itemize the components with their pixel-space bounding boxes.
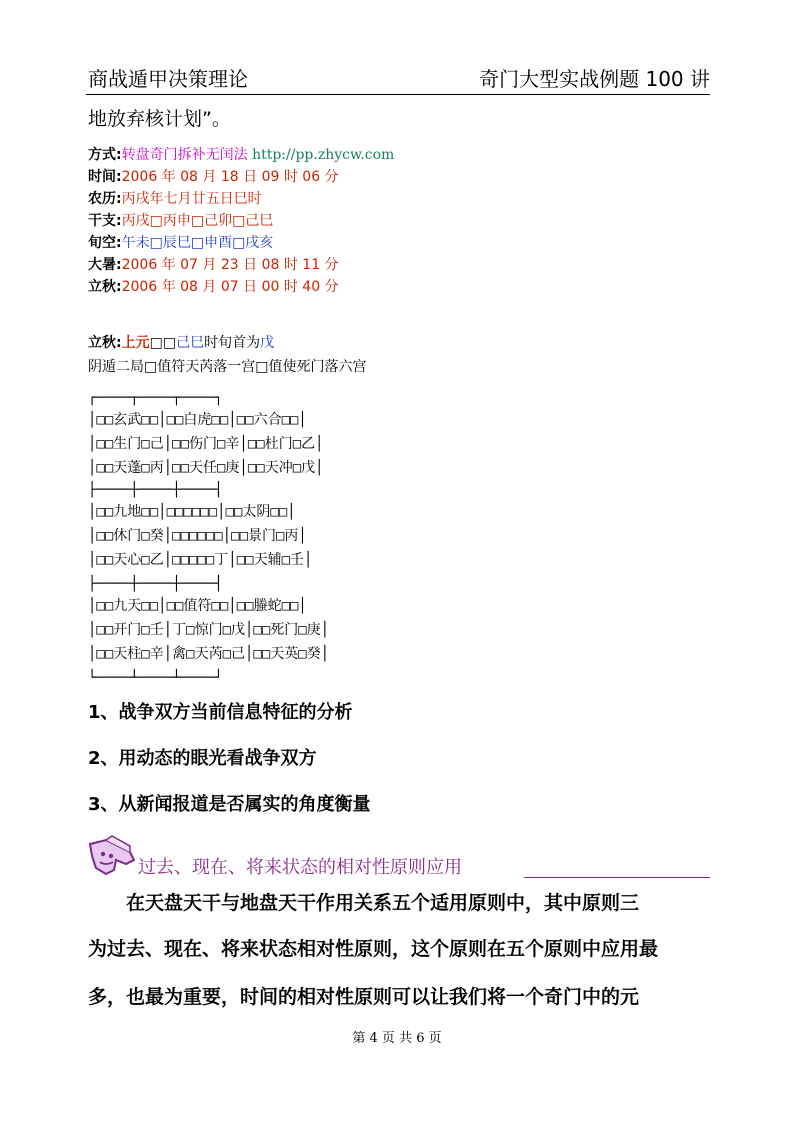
info-lunar-value: 丙戌年七月廿五日巳时: [121, 191, 262, 207]
info-lunar-label: 农历:: [88, 191, 122, 207]
term-hour: 己巳: [176, 335, 205, 351]
grid-line-12: └────┴────┴────┘: [88, 670, 223, 686]
info-liqiu: [88, 276, 339, 298]
info-time-label: 时间:: [88, 169, 122, 185]
ju-line: 阴遁二局□值符天芮落一宫□值使死门落六宫: [88, 359, 367, 375]
grid-line-3: │□□天蓬□丙│□□天任□庚│□□天冲□戊│: [88, 460, 324, 476]
info-dashu-value: 2006 年 07 月 23 日 08 时 11 分: [121, 257, 339, 273]
info-dashu-label: 大暑:: [88, 257, 122, 273]
grid-line-1: │□□玄武□□│□□白虎□□│□□六合□□│: [88, 412, 307, 428]
term-yuan: 上元: [121, 335, 150, 351]
header-rule: [86, 94, 710, 95]
grid-line-10: │□□开门□壬│丁□惊门□戊│□□死门□庚│: [88, 622, 330, 638]
info-xunkong-label: 旬空:: [88, 235, 122, 251]
pointing-hand-icon: [86, 834, 138, 880]
point-2: 2、用动态的眼光看战争双方: [88, 748, 317, 769]
header-left-title: 商战遁甲决策理论: [88, 67, 248, 91]
info-ganzhi: [88, 210, 273, 232]
grid-line-9: │□□九天□□│□□值符□□│□□螣蛇□□│: [88, 598, 307, 614]
info-method-value: 转盘奇门拆补无闰法: [121, 147, 248, 163]
paragraph-line-3: 多，也最为重要，时间的相对性原则可以让我们将一个奇门中的元: [88, 986, 640, 1008]
info-dashu: [88, 254, 339, 276]
term-label: 立秋:: [88, 335, 122, 351]
grid-line-6: │□□休门□癸│□□□□□□│□□景门□丙│: [88, 528, 307, 544]
grid-line-4: ├────┼────┼────┤: [88, 482, 223, 498]
info-ganzhi-label: 干支:: [88, 213, 122, 229]
term-line: [88, 332, 274, 354]
info-time: [88, 166, 339, 188]
paragraph-line-2: 为过去、现在、将来状态相对性原则，这个原则在五个原则中应用最: [88, 938, 659, 960]
info-method-url[interactable]: http://pp.zhycw.com: [252, 147, 395, 163]
point-1: 1、战争双方当前信息特征的分析: [88, 702, 353, 723]
info-liqiu-value: 2006 年 08 月 07 日 00 时 40 分: [121, 279, 339, 295]
term-sep: □□: [149, 335, 177, 351]
info-lunar: [88, 188, 262, 210]
continuation-text: 地放弃核计划”。: [88, 108, 231, 130]
paragraph-line-1: 在天盘天干与地盘天干作用关系五个适用原则中，其中原则三: [126, 892, 640, 914]
section-underline: [524, 877, 710, 878]
grid-line-5: │□□九地□□│□□□□□□│□□太阴□□│: [88, 504, 296, 520]
page-footer: 第 4 页 共 6 页: [352, 1031, 442, 1046]
info-ganzhi-value: 丙戌□丙申□己卯□己巳: [121, 213, 274, 229]
info-method: [88, 144, 394, 166]
term-xunshou: 戊: [260, 335, 275, 351]
grid-line-2: │□□生门□己│□□伤门□辛│□□杜门□乙│: [88, 436, 324, 452]
header-right-title: 奇门大型实战例题 100 讲: [479, 67, 710, 91]
info-xunkong: [88, 232, 273, 254]
section-title: 过去、现在、将来状态的相对性原则应用: [138, 857, 462, 878]
grid-line-8: ├────┼────┼────┤: [88, 576, 223, 592]
info-time-value: 2006 年 08 月 18 日 09 时 06 分: [121, 169, 339, 185]
info-method-label: 方式:: [88, 147, 122, 163]
grid-line-0: ┌────┬────┬────┐: [88, 390, 223, 406]
grid-line-11: │□□天柱□辛│禽□天芮□己│□□天英□癸│: [88, 646, 330, 662]
grid-line-7: │□□天心□乙│□□□□□丁│□□天辅□壬│: [88, 552, 313, 568]
point-3: 3、从新闻报道是否属实的角度衡量: [88, 794, 371, 815]
info-xunkong-value: 午未□辰巳□申酉□戌亥: [121, 235, 274, 251]
info-liqiu-label: 立秋:: [88, 279, 122, 295]
term-time-text: 时旬首为: [204, 335, 261, 351]
